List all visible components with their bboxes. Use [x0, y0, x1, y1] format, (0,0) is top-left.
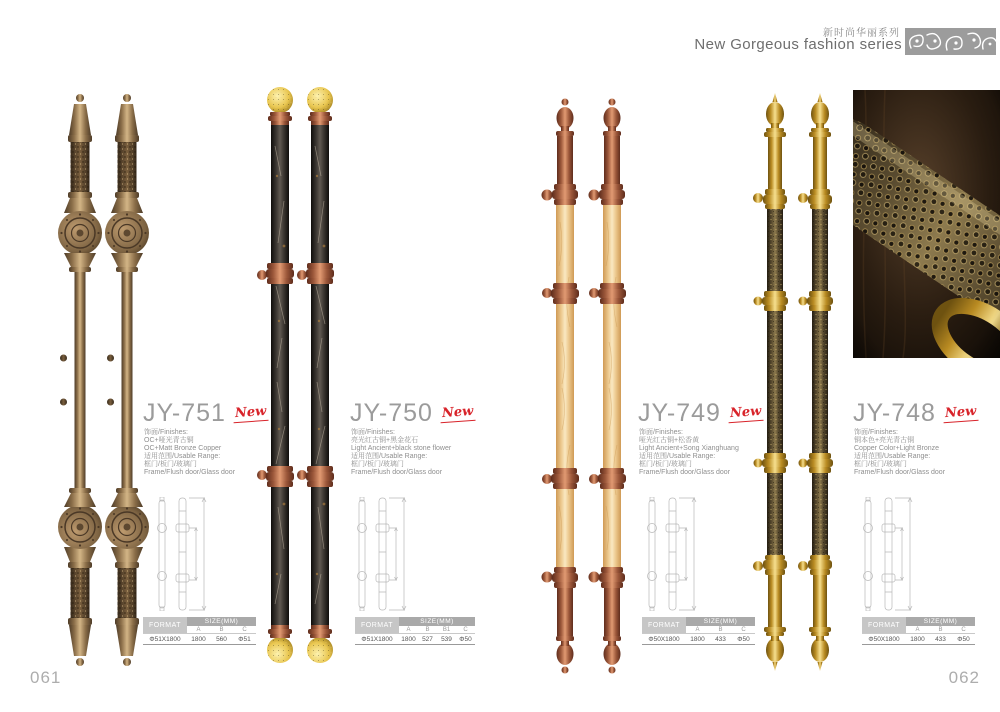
ornament-banner: [905, 28, 996, 55]
dimension-diagram-jy749: [642, 497, 717, 611]
format-value: Φ51X1800: [355, 634, 399, 645]
dimension-diagram-jy748: [858, 497, 933, 611]
col-c: C: [463, 626, 468, 633]
finishes-label: 饰面/Finishes:: [639, 429, 683, 436]
size-header: SIZE(MM): [187, 617, 256, 626]
range-zh: 框门/板门/玻璃门: [854, 461, 907, 468]
col-b: B: [718, 626, 723, 633]
val-c: Φ50: [732, 634, 755, 645]
val-b1: 539: [437, 634, 456, 645]
model-number: JY-748: [853, 399, 936, 427]
finish-en: Copper Color+Light Bronze: [854, 445, 940, 452]
dimension-diagram-jy750: [352, 497, 427, 611]
model-number: JY-749: [638, 399, 721, 427]
finish-en: Light Ancient+Song Xianghuang: [639, 445, 739, 452]
format-header: FORMAT: [862, 617, 906, 634]
finishes-label: 饰面/Finishes:: [351, 429, 395, 436]
size-header: SIZE(MM): [686, 617, 755, 626]
product-image-jy751: [50, 91, 160, 669]
val-a: 1800: [187, 634, 210, 645]
finish-zh: 亮光红古铜+黑金花石: [351, 437, 419, 444]
model-number: JY-750: [350, 399, 433, 427]
range-en: Frame/Flush door/Glass door: [144, 469, 236, 476]
finish-zh: 哑光红古铜+松香黄: [639, 437, 700, 444]
format-header: FORMAT: [143, 617, 187, 634]
val-b: 527: [418, 634, 437, 645]
col-a: A: [406, 626, 411, 633]
series-title-zh: 新时尚华丽系列: [823, 28, 900, 39]
range-en: Frame/Flush door/Glass door: [639, 469, 731, 476]
col-b: B: [938, 626, 943, 633]
col-a: A: [196, 626, 201, 633]
finish-en: Light Ancient+black stone flower: [351, 445, 452, 452]
range-en: Frame/Flush door/Glass door: [351, 469, 443, 476]
format-header: FORMAT: [355, 617, 399, 634]
col-c: C: [242, 626, 247, 633]
format-value: Φ50X1800: [862, 634, 906, 645]
product-title-jy748: [853, 401, 978, 426]
size-header: SIZE(MM): [906, 617, 975, 626]
range-zh: 框门/板门/玻璃门: [639, 461, 692, 468]
size-table-jy748: [862, 617, 975, 645]
size-table-jy749: [642, 617, 755, 645]
val-c: Φ50: [456, 634, 475, 645]
model-number: JY-751: [143, 399, 226, 427]
product-title-jy751: [143, 401, 268, 426]
product-specs-jy750: [351, 429, 481, 477]
val-c: Φ51: [233, 634, 256, 645]
new-badge: New: [439, 404, 475, 423]
col-b: B: [219, 626, 224, 633]
col-b1: B1: [442, 626, 451, 633]
format-value: Φ51X1800: [143, 634, 187, 645]
page-number-left: 061: [30, 668, 62, 687]
val-b: 560: [210, 634, 233, 645]
finish-zh: 铜本色+亮光青古铜: [854, 437, 915, 444]
product-specs-jy748: [854, 429, 984, 477]
product-image-jy748: [745, 93, 845, 671]
range-zh: 框门/板门/玻璃门: [351, 461, 404, 468]
new-badge: New: [232, 404, 268, 423]
finish-en: OC+Matt Bronze Copper: [144, 445, 222, 452]
detail-photo-hammered-texture: [853, 90, 1000, 358]
range-label: 适用范围/Usable Range:: [144, 453, 221, 460]
finishes-label: 饰面/Finishes:: [854, 429, 898, 436]
product-title-jy750: [350, 401, 475, 426]
val-b: 433: [709, 634, 732, 645]
size-table-jy751: [143, 617, 256, 645]
new-badge: New: [727, 404, 763, 423]
col-a: A: [915, 626, 920, 633]
range-label: 适用范围/Usable Range:: [854, 453, 931, 460]
series-title-en: New Gorgeous fashion series: [694, 36, 902, 53]
range-label: 适用范围/Usable Range:: [639, 453, 716, 460]
dimension-diagram-jy751: [152, 497, 227, 611]
finish-zh: OC+哑光青古铜: [144, 437, 194, 444]
col-b: B: [425, 626, 430, 633]
product-image-jy749: [535, 97, 645, 675]
new-badge: New: [942, 404, 978, 423]
format-header: FORMAT: [642, 617, 686, 634]
format-value: Φ50X1800: [642, 634, 686, 645]
val-a: 1800: [686, 634, 709, 645]
size-table-jy750: [355, 617, 475, 645]
col-c: C: [741, 626, 746, 633]
col-a: A: [695, 626, 700, 633]
page-number-right: 062: [948, 668, 980, 687]
col-c: C: [961, 626, 966, 633]
finishes-label: 饰面/Finishes:: [144, 429, 188, 436]
size-header: SIZE(MM): [399, 617, 475, 626]
range-zh: 框门/板门/玻璃门: [144, 461, 197, 468]
range-label: 适用范围/Usable Range:: [351, 453, 428, 460]
val-b: 433: [929, 634, 952, 645]
val-c: Φ50: [952, 634, 975, 645]
val-a: 1800: [906, 634, 929, 645]
range-en: Frame/Flush door/Glass door: [854, 469, 946, 476]
val-a: 1800: [399, 634, 418, 645]
product-image-jy750: [254, 86, 354, 664]
